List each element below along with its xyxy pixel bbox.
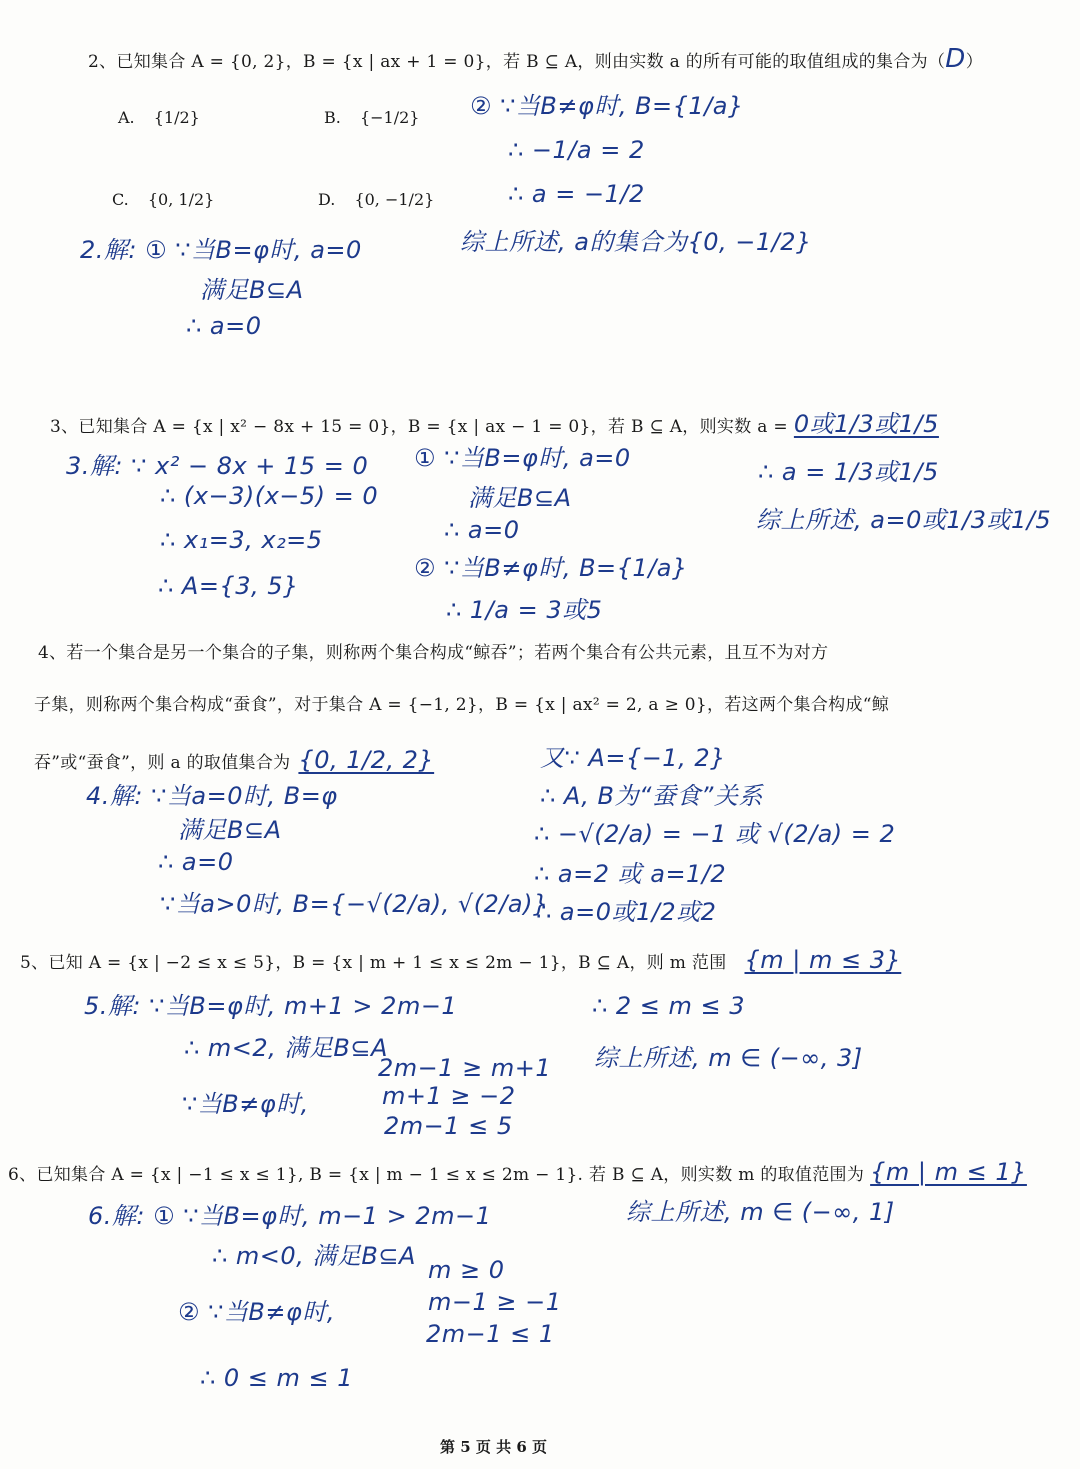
q2-answer: D [945, 44, 966, 74]
q5-work-line: ∴ 2 ≤ m ≤ 3 [592, 992, 746, 1020]
q2-option-a-label: A. [118, 108, 135, 127]
q5-stem [20, 946, 901, 974]
q4-work-line: ∴ a=0或1/2或2 [536, 898, 717, 926]
q5-work-line: 综上所述, m ∈ (−∞, 3] [594, 1044, 863, 1072]
q5-work-line: m+1 ≥ −2 [382, 1082, 516, 1110]
q2-option-d [318, 190, 434, 209]
q6-work-line: ∴ 0 ≤ m ≤ 1 [200, 1364, 354, 1392]
q3-work-line: ∴ (x−3)(x−5) = 0 [160, 482, 379, 510]
q2-option-a-value: {1/2} [153, 108, 200, 127]
q2-option-c-value: {0, 1/2} [147, 190, 215, 209]
q2-option-c [112, 190, 214, 209]
q4-work-line: 4.解: ∵当a=0时, B=φ [86, 782, 338, 810]
q2-option-c-label: C. [112, 190, 129, 209]
q3-work-line: ① ∵当B=φ时, a=0 [414, 444, 631, 472]
q2-stem [88, 44, 983, 74]
q4-answer: {0, 1/2, 2} [298, 746, 435, 774]
q3-work-line: 3.解: ∵ x² − 8x + 15 = 0 [66, 452, 369, 480]
q3-work-line: 满足B⊆A [468, 484, 572, 512]
q2-stem-close: ） [965, 52, 984, 72]
q4-work-line: ∴ A, B为“蚕食”关系 [540, 782, 763, 810]
q2-work-line: ∴ a = −1/2 [508, 180, 645, 208]
q2-work-line: ② ∵当B≠φ时, B={1/a} [470, 92, 744, 120]
q3-stem [50, 404, 939, 439]
q2-option-a [118, 108, 200, 127]
q6-work-line: 2m−1 ≤ 1 [426, 1320, 555, 1348]
page-footer: 第 5 页 共 6 页 [440, 1438, 547, 1456]
q5-work-line: 5.解: ∵当B=φ时, m+1 > 2m−1 [84, 992, 458, 1020]
q2-option-b-value: {−1/2} [359, 108, 420, 127]
q6-work-line: 综上所述, m ∈ (−∞, 1] [626, 1198, 895, 1226]
q2-work-line: 满足B⊆A [200, 276, 304, 304]
q2-option-b-label: B. [324, 108, 341, 127]
q4-work-line: ∵当a>0时, B={−√(2/a), √(2/a)} [160, 890, 549, 918]
q2-work-line: ∴ a=0 [186, 312, 262, 340]
q2-work-line: 综上所述, a的集合为{0, −1/2} [460, 228, 812, 256]
q3-work-line: ∴ x₁=3, x₂=5 [160, 526, 323, 554]
q5-work-line: 2m−1 ≤ 5 [384, 1112, 513, 1140]
q4-stem-line-3-text: 吞”或“蚕食”，则 a 的取值集合为 [34, 753, 291, 773]
q2-stem-text: 2、已知集合 A = {0, 2}，B = {x | ax + 1 = 0}，若 B ⊆ A，则由实数 a 的所有可能的取值组成的集合为（ [88, 52, 946, 72]
q6-stem-text: 6、已知集合 A = {x | −1 ≤ x ≤ 1}, B = {x | m − 1 ≤ x ≤ 2m − 1}. 若 B ⊆ A，则实数 m 的取值范围为 [8, 1165, 865, 1185]
q3-work-line: ∴ a=0 [444, 516, 520, 544]
q4-work-line: ∴ a=2 或 a=1/2 [534, 860, 727, 888]
q4-work-line: ∴ −√(2/a) = −1 或 √(2/a) = 2 [534, 820, 896, 848]
q5-stem-text: 5、已知 A = {x | −2 ≤ x ≤ 5}，B = {x | m + 1 ≤ x ≤ 2m − 1}，B ⊆ A，则 m 范围 [20, 953, 727, 973]
q3-work-line: ∴ A={3, 5} [158, 572, 299, 600]
q4-work-line: 满足B⊆A [178, 816, 282, 844]
q6-work-line: m−1 ≥ −1 [428, 1288, 562, 1316]
q5-work-line: ∴ m<2, 满足B⊆A [184, 1034, 388, 1062]
q6-stem [8, 1158, 1027, 1186]
q4-stem-line-2: 子集，则称两个集合构成“蚕食”，对于集合 A = {−1, 2}，B = {x | ax² = 2, a ≥ 0}，若这两个集合构成“鲸 [34, 695, 890, 715]
q6-work-line: ② ∵当B≠φ时, [178, 1298, 335, 1326]
q3-work-line: 综上所述, a=0或1/3或1/5 [756, 506, 1052, 534]
q3-answer: 0或1/3或1/5 [793, 410, 939, 438]
q4-stem-line-1: 4、若一个集合是另一个集合的子集，则称两个集合构成“鲸吞”；若两个集合有公共元素，且互不为对方 [38, 643, 829, 663]
q6-work-line: ∴ m<0, 满足B⊆A [212, 1242, 416, 1270]
q4-work-line: 又∵ A={−1, 2} [540, 744, 726, 772]
q5-work-line: 2m−1 ≥ m+1 [378, 1054, 552, 1082]
q6-answer: {m | m ≤ 1} [870, 1158, 1027, 1186]
q2-option-b [324, 108, 419, 127]
q3-stem-text: 3、已知集合 A = {x | x² − 8x + 15 = 0}，B = {x | ax − 1 = 0}，若 B ⊆ A，则实数 a = [50, 417, 788, 437]
q3-work-line: ∴ 1/a = 3或5 [446, 596, 603, 624]
q5-answer: {m | m ≤ 3} [744, 946, 902, 974]
q4-work-line: ∴ a=0 [158, 848, 234, 876]
q6-work-line: m ≥ 0 [428, 1256, 505, 1284]
q2-work-line: 2.解: ① ∵当B=φ时, a=0 [80, 236, 362, 264]
q3-work-line: ∴ a = 1/3或1/5 [758, 458, 939, 486]
q6-work-line: 6.解: ① ∵当B=φ时, m−1 > 2m−1 [88, 1202, 492, 1230]
q3-work-line: ② ∵当B≠φ时, B={1/a} [414, 554, 688, 582]
q2-option-d-label: D. [318, 190, 336, 209]
q2-work-line: ∴ −1/a = 2 [508, 136, 645, 164]
q2-option-d-value: {0, −1/2} [354, 190, 435, 209]
q5-work-line: ∵当B≠φ时, [182, 1090, 309, 1118]
q4-stem-line-3 [34, 746, 434, 774]
